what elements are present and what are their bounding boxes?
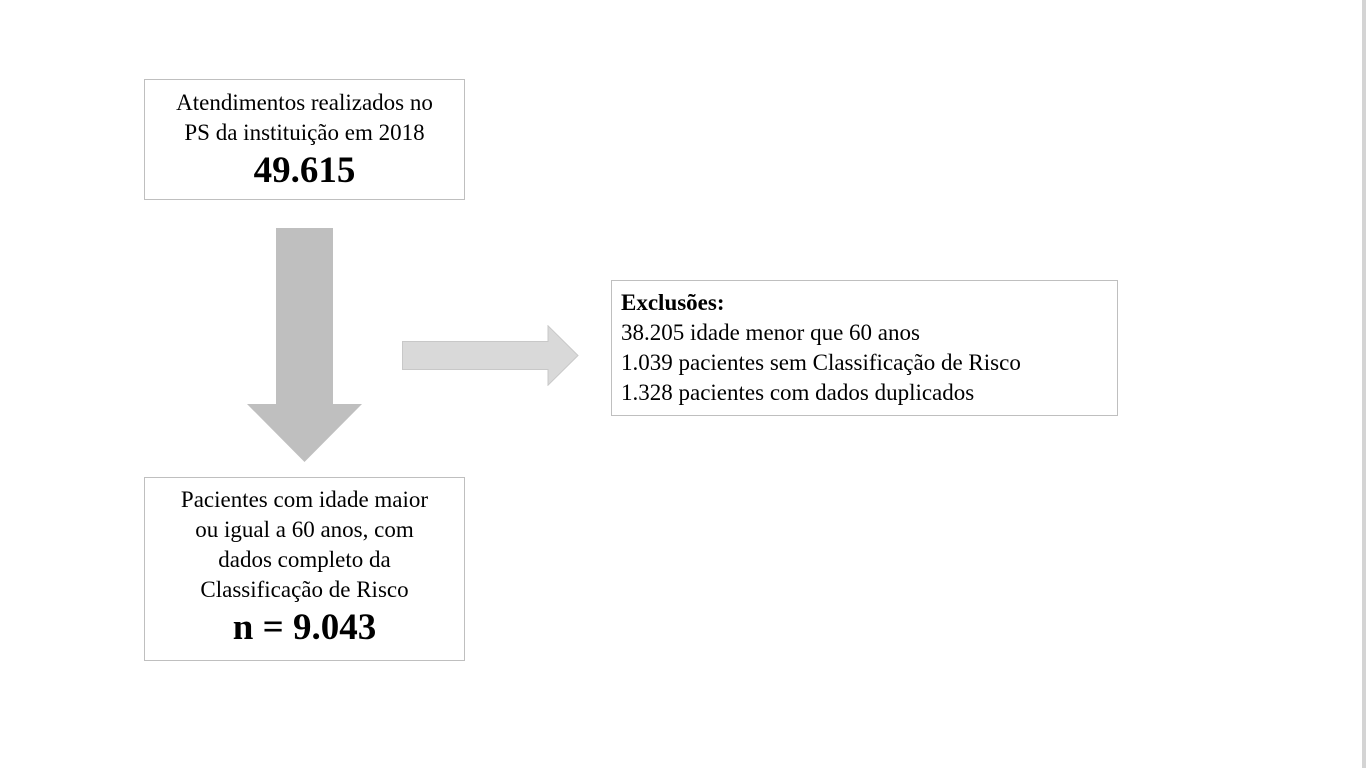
down-arrow-shape — [247, 228, 362, 462]
total-attendances-count: 49.615 — [253, 150, 356, 191]
right-edge-divider — [1362, 0, 1366, 768]
exclusions-box — [611, 280, 1118, 416]
total-attendances-line2: PS da instituição em 2018 — [184, 120, 425, 145]
right-arrow-shape — [403, 326, 579, 385]
total-attendances-box — [144, 79, 465, 200]
exclusion-item-age: 38.205 idade menor que 60 anos — [621, 320, 920, 345]
final-sample-box — [144, 477, 465, 661]
final-sample-line1: Pacientes com idade maior — [180, 487, 429, 512]
exclusion-item-no-risk-classification: 1.039 pacientes sem Classificação de Risco — [621, 350, 1021, 375]
final-sample-line4: Classificação de Risco — [200, 577, 409, 602]
exclusions-title: Exclusões: — [621, 290, 725, 315]
final-sample-line3: dados completo da — [218, 547, 391, 572]
right-arrow-icon — [402, 325, 579, 386]
exclusion-item-duplicated: 1.328 pacientes com dados duplicados — [621, 380, 975, 405]
down-arrow-icon — [247, 228, 362, 462]
total-attendances-line1: Atendimentos realizados no — [176, 90, 433, 115]
final-sample-count: n = 9.043 — [232, 607, 377, 648]
final-sample-line2: ou igual a 60 anos, com — [195, 517, 414, 542]
